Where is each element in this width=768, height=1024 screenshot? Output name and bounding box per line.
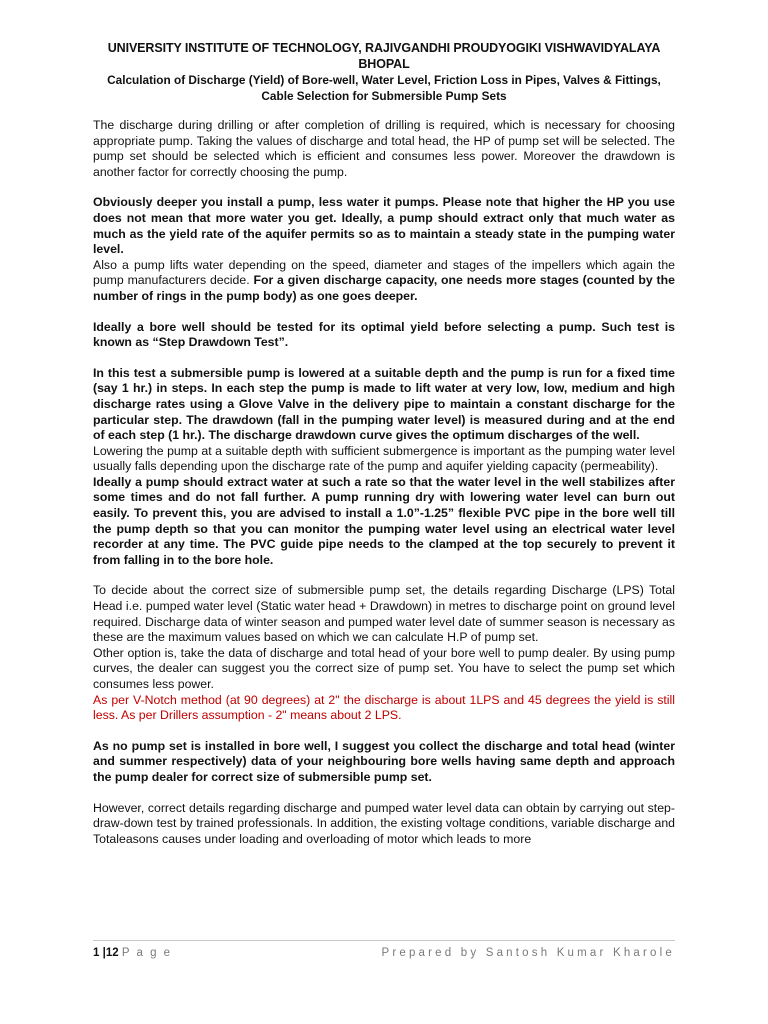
document-body: [93, 118, 675, 847]
paragraph-neighbour-wells: As no pump set is installed in bore well, I suggest you collect the discharge and total head (winter and summer respectively) data of your neighbouring bore wells having same depth and approach the pump dealer for correct size of submersible pump set.: [93, 738, 675, 784]
impellers-text: Also a pump lifts water depending on the speed, diameter and stages of the impellers which again the pump manufacturers decide.: [93, 257, 675, 288]
header-title-line1: Calculation of Discharge (Yield) of Bore-well, Water Level, Friction Loss in Pipes, Valves & Fittings,: [107, 73, 661, 87]
page-separator: |: [102, 947, 106, 959]
paragraph-test-procedure: In this test a submersible pump is lowered at a suitable depth and the pump is run for a fixed time (say 1 hr.) in steps. In each step the pump is made to lift water at very low, low, medium and high discharge rates using a Glove Valve in the delivery pipe to maintain a constant discharge for the particular step. The drawdown (fall in the pumping water level) is measured during and at the end of each step (1 hr.). The discharge drawdown curve gives the optimum discharges of the well.: [93, 365, 675, 443]
impellers-bold-text: For a given discharge capacity, one needs more stages (counted by the number of rings in the pump body) as one goes deeper.: [93, 273, 675, 303]
prepared-by: Prepared by Santosh Kumar Kharole: [381, 947, 675, 959]
header-title-line2: Cable Selection for Submersible Pump Sets: [261, 89, 507, 103]
page-current: 1: [93, 947, 100, 959]
page-footer: [93, 940, 675, 959]
paragraph-pvc-pipe: Ideally a pump should extract water at such a rate so that the water level in the well stabilizes after some times and do not fall further. A pump running dry with lowering water level can burn out easily. To prevent this, you are advised to install a 1.0”-1.25” flexible PVC pipe in the bore well till the pump depth so that you can monitor the pumping water level using an electrical water level recorder at any time. The PVC guide pipe needs to the clamped at the top securely to prevent it from falling in to the bore hole.: [93, 474, 675, 567]
page-number: [93, 947, 172, 959]
page-label: P a g e: [121, 947, 173, 959]
header-institution: UNIVERSITY INSTITUTE OF TECHNOLOGY, RAJIVGANDHI PROUDYOGIKI VISHWAVIDYALAYA BHOPAL: [107, 41, 661, 71]
paragraph-dealer-option: Other option is, take the data of discharge and total head of your bore well to pump dealer. By using pump curves, the dealer can suggest you the correct size of pump set. You have to select the pump set which consumes less power.: [93, 645, 675, 691]
page-total: 12: [105, 947, 119, 959]
paragraph-v-notch: As per V-Notch method (at 90 degrees) at 2" the discharge is about 1LPS and 45 degrees the yield is still less. As per Drillers assumption - 2" means about 2 LPS.: [93, 692, 675, 723]
paragraph-intro: The discharge during drilling or after completion of drilling is required, which is necessary for choosing appropriate pump. Taking the values of discharge and total head, the HP of pump set will be selected. The pump set should be selected which is efficient and consumes less power. Moreover the drawdown is another factor for correctly choosing the pump.: [93, 118, 675, 179]
paragraph-submergence: Lowering the pump at a suitable depth with sufficient submergence is important as the pumping water level usually falls depending upon the discharge rate of the pump and aquifer yielding capacity (permeability).: [93, 443, 675, 474]
paragraph-pump-size: To decide about the correct size of submersible pump set, the details regarding Discharge (LPS) Total Head i.e. pumped water level (Static water head + Drawdown) in metres to discharge point on ground level required. Discharge data of winter season and pumped water level date of summer season is necessary as these are the maximum values based on which we can calculate H.P of pump set.: [93, 583, 675, 645]
document-header: [93, 40, 675, 104]
paragraph-step-test: Ideally a bore well should be tested for its optimal yield before selecting a pump. Such test is known as “Step Drawdown Test”.: [93, 319, 675, 350]
paragraph-voltage: However, correct details regarding discharge and pumped water level data can obtain by carrying out step-draw-down test by trained professionals. In addition, the existing voltage conditions, variable discharge and Totaleasons causes under loading and overloading of motor which leads to more: [93, 800, 675, 846]
paragraph-impellers: [93, 258, 675, 305]
paragraph-pump-depth: Obviously deeper you install a pump, less water it pumps. Please note that higher the HP you use does not mean that more water you get. Ideally, a pump should extract only that much water as much as the yield rate of the aquifer permits so as to maintain a steady state in the pumping water level.: [93, 195, 675, 257]
